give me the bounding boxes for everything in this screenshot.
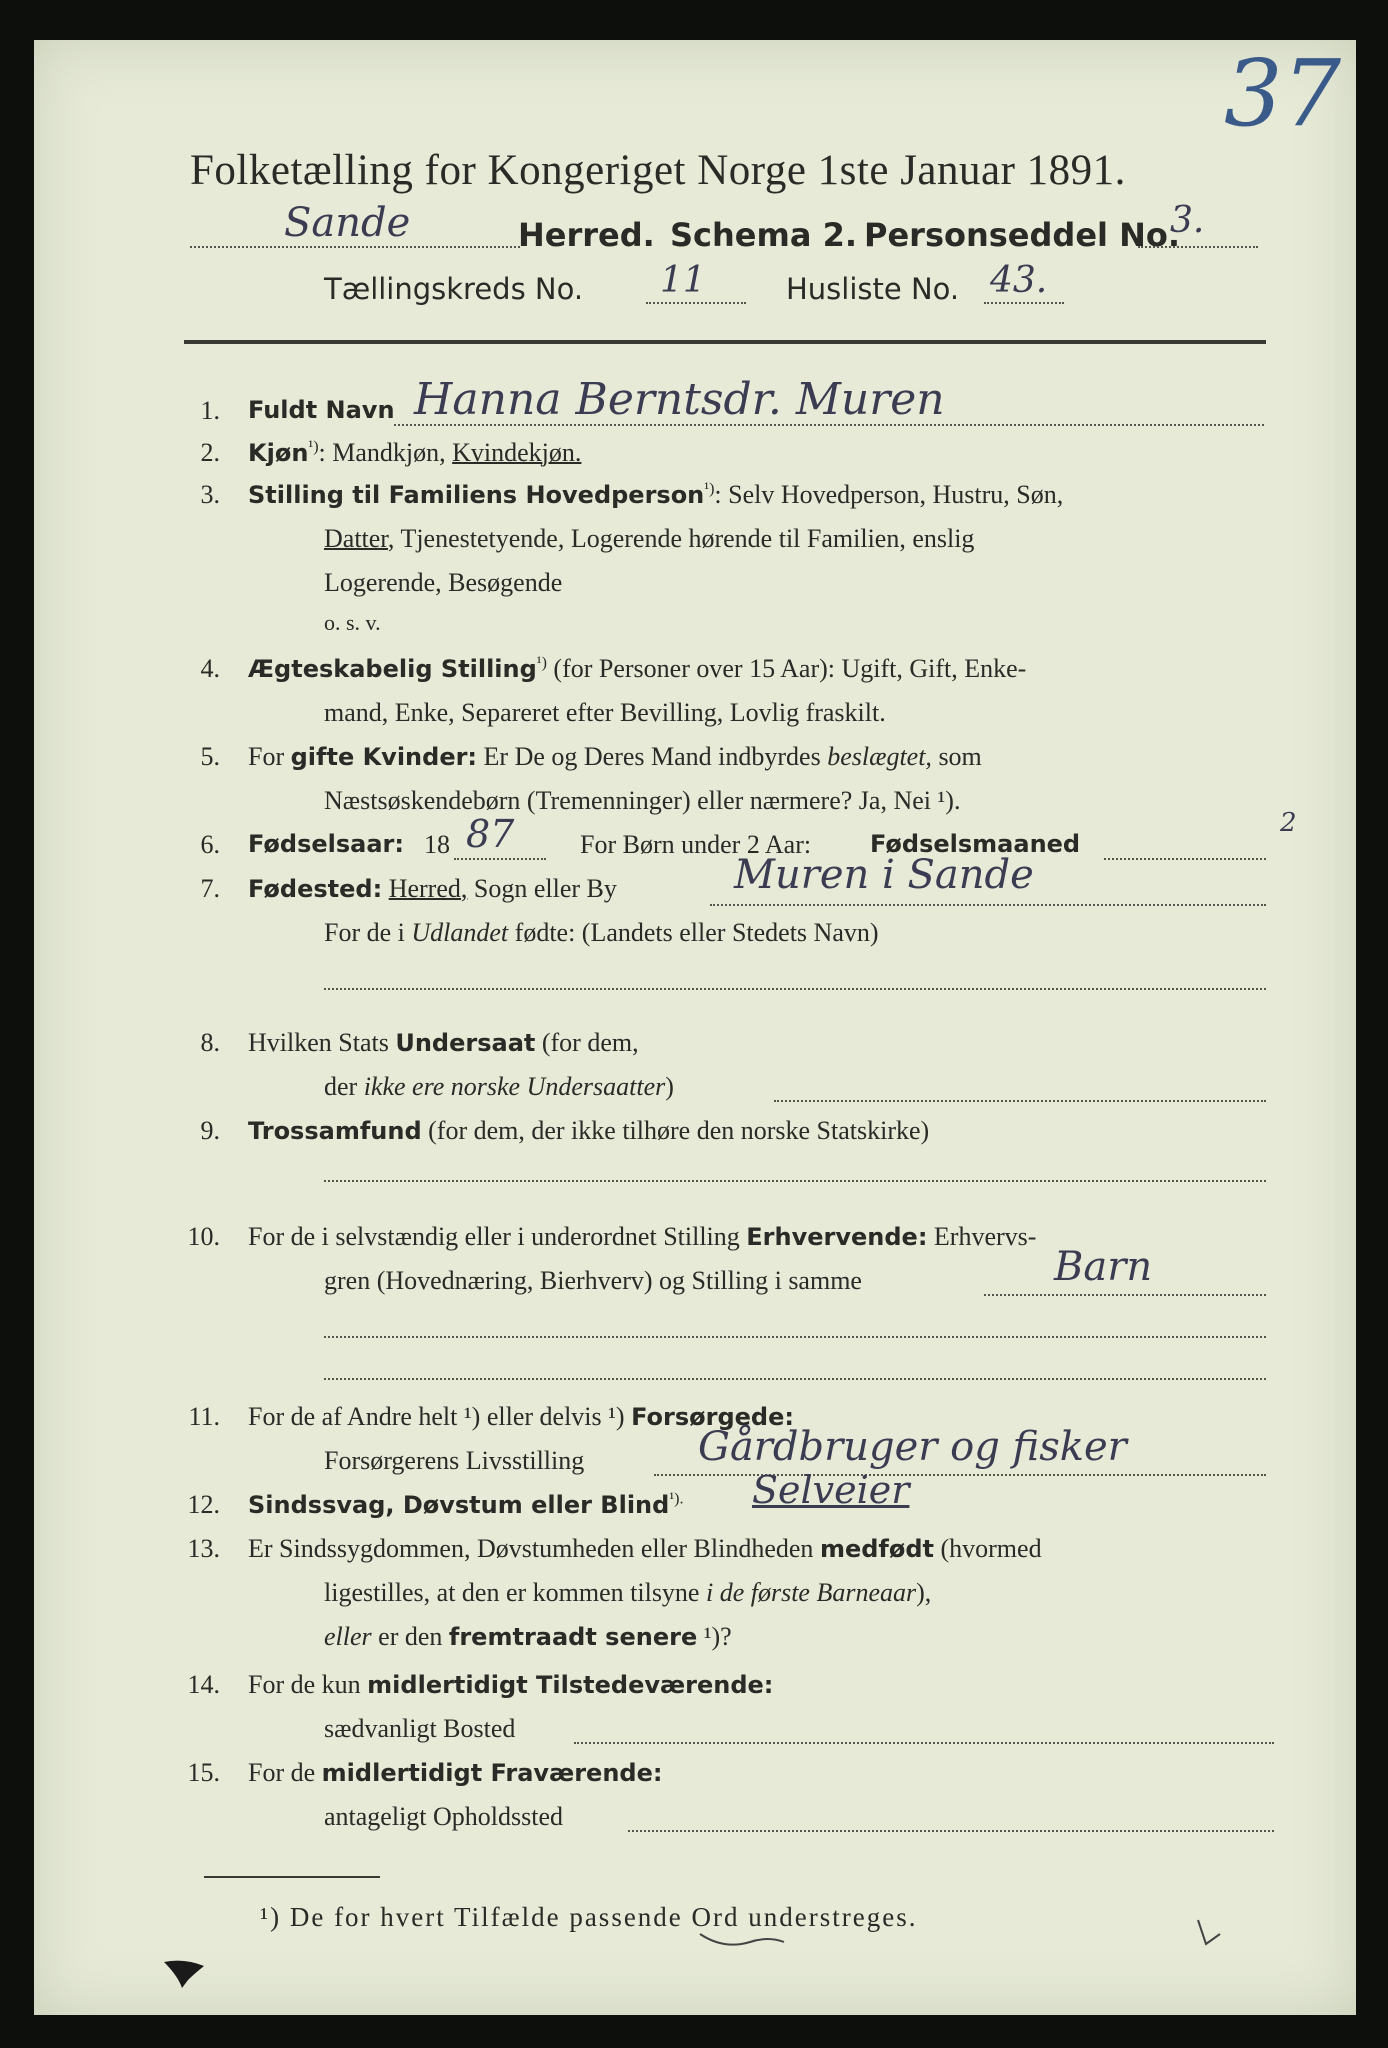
field-7-text-3: fødte: (Landets eller Stedets Navn) [508,918,879,947]
field-7-dots [710,904,1266,906]
field-13-text-2: (hvormed [933,1534,1042,1563]
field-9-dots [324,1180,1266,1182]
field-8-italic: ikke ere norske Undersaatter [363,1072,666,1101]
field-5-text: Er De og Deres Mand indbyrdes [477,742,828,771]
field-13-number: 13. [187,1534,220,1563]
field-15-label: midlertidigt Fraværende: [321,1759,663,1787]
field-4-line-2: mand, Enke, Separeret efter Bevilling, Lovlig fraskilt. [324,698,886,727]
field-13-line-2 [324,1578,931,1608]
field-8-text-3: der [324,1072,364,1101]
field-3-selected-option: Datter, [324,524,395,553]
ink-blot-icon [154,1940,234,2000]
footnote-marker: ¹) [308,438,319,456]
field-7-label: Fødested: [248,875,383,903]
field-10-blank-dots-1 [324,1336,1266,1338]
field-12-line [248,1490,683,1520]
field-8-text-4: ) [665,1072,674,1101]
field-3-text: : Selv Hovedperson, Hustru, Søn, [714,480,1064,509]
field-12-label: Sindssvag, Døvstum eller Blind [248,1491,670,1519]
footnote: ¹) De for hvert Tilfælde passende Ord understreges. [260,1902,918,1932]
header-rule [184,340,1266,344]
field-2-text: : Mandkjøn, [318,438,446,467]
field-6-number: 6. [200,830,220,859]
field-11-text: For de af Andre helt ¹) eller delvis ¹) [248,1402,632,1431]
kreds-dots [646,302,746,304]
field-8-label: Undersaat [395,1029,536,1057]
field-5-number: 5. [200,742,220,771]
kreds-label: Tællingskreds No. [324,272,584,306]
field-8-dots [774,1100,1266,1102]
field-14-number: 14. [187,1670,220,1699]
field-7-blank-dots [324,988,1266,990]
field-3-line-4: o. s. v. [324,610,381,635]
field-14-prefix: For de kun [248,1670,368,1699]
field-4-label: Ægteskabelig Stilling [248,655,537,683]
field-7-number: 7. [200,874,220,903]
field-7-text: Sogn eller By [467,874,617,903]
field-6-month-dots [1104,858,1266,860]
field-10-value: Barn [1054,1244,1153,1290]
field-11-dots [654,1474,1266,1476]
field-13-italic: i de første Barneaar [705,1578,917,1607]
field-15-line-2: antageligt Opholdssted [324,1802,564,1831]
personseddel-label: Personseddel No. [864,216,1181,254]
herred-value: Sande [284,200,411,246]
field-3-line-3: Logerende, Besøgende [324,568,563,597]
field-7-italic: Udlandet [411,918,509,947]
field-1-number: 1. [200,396,220,425]
field-15-line-1 [248,1758,662,1788]
field-3-line-2 [324,524,974,554]
field-6-label: Fødselsaar: [248,830,404,858]
ink-scribble-icon [694,1920,814,1960]
field-13-line-1 [248,1534,1042,1564]
field-3-line-1 [248,480,1063,510]
field-1-value: Hanna Berntsdr. Muren [414,374,945,425]
field-13-text-3: ligestilles, at den er kommen tilsyne [324,1578,706,1607]
field-3-label: Stilling til Familiens Hovedperson [248,481,705,509]
field-7-value: Muren i Sande [734,852,1034,898]
field-14-label: midlertidigt Tilstedeværende: [367,1671,774,1699]
page-number: 37 [1224,40,1342,147]
field-5-italic: beslægtet, [827,742,932,771]
field-5-prefix: For [248,742,285,771]
field-9-text: (for dem, der ikke tilhøre den norske Statskirke) [421,1116,930,1145]
footnote-marker: ¹) [704,480,715,498]
field-6-label-2: Fødselsmaaned [870,830,1081,858]
field-1-label: Fuldt Navn [248,396,395,424]
form-title: Folketælling for Kongeriget Norge 1ste Januar 1891. [190,147,1126,194]
schema-label: Schema 2. [670,216,857,254]
field-11-label: Forsørgede: [631,1403,794,1431]
footnote-rule [204,1876,380,1878]
field-13-label: medfødt [819,1535,934,1563]
field-8-text: Hvilken Stats [248,1028,396,1057]
field-9-label: Trossamfund [248,1117,422,1145]
field-10-text: For de i selvstændig eller i underordnet Stilling [248,1222,747,1251]
field-2-label: Kjøn [248,439,309,467]
footnote-marker: ¹) [536,654,547,672]
field-7-line-1 [248,874,617,904]
field-8-text-2: (for dem, [535,1028,639,1057]
field-13-italic-2: eller [324,1622,372,1651]
field-3-text-2: Tjenestetyende, Logerende hørende til Familien, enslig [394,524,975,553]
field-13-label-2: fremtraadt senere [448,1623,698,1651]
husliste-dots [984,302,1064,304]
field-9-number: 9. [200,1116,220,1145]
field-12-number: 12. [187,1490,220,1519]
field-10-label: Erhvervende: [746,1223,928,1251]
field-14-dots [574,1742,1274,1744]
field-15-dots [628,1830,1274,1832]
field-13-text-6: ¹)? [697,1622,732,1651]
field-2-line [248,438,581,468]
field-5-label: gifte Kvinder: [290,743,478,771]
field-6-mark: 2 [1280,808,1297,838]
field-7-text-2: For de i [324,918,412,947]
field-5-end: som [931,742,982,771]
kreds-value: 11 [660,260,706,301]
field-10-line-2: gren (Hovednæring, Bierhverv) og Stilling i samme [324,1266,862,1295]
field-4-line-1 [248,654,1026,684]
ink-mark-icon [1184,1910,1244,1970]
field-8-number: 8. [200,1028,220,1057]
field-9-line [248,1116,929,1146]
footnote-marker: ¹). [669,1490,684,1508]
field-8-line-2 [324,1072,674,1102]
field-6-year-dots [454,858,546,860]
field-13-text: Er Sindssygdommen, Døvstumheden eller Blindheden [248,1534,820,1563]
husliste-value: 43. [990,260,1048,301]
husliste-label: Husliste No. [786,272,960,306]
personseddel-value: 3. [1170,200,1205,241]
field-3-number: 3. [200,480,220,509]
field-2-selected-option: Kvindekjøn. [452,438,582,467]
field-4-text: (for Personer over 15 Aar): Ugift, Gift, Enke- [546,654,1027,683]
census-form-sheet [34,40,1356,2015]
field-10-dots [984,1294,1266,1296]
field-7-selected-option: Herred, [388,874,468,903]
field-4-number: 4. [200,654,220,683]
field-13-text-5: er den [371,1622,449,1651]
field-11-value: Gårdbruger og fisker [698,1424,1127,1470]
field-11-number: 11. [188,1402,220,1431]
field-6-prefix: 18 [424,830,450,859]
field-10-blank-dots-2 [324,1378,1266,1380]
field-6-mid: For Børn under 2 Aar: [580,830,812,859]
field-11-line-2: Forsørgerens Livsstilling [324,1446,585,1475]
field-10-text-2: Erhvervs- [927,1222,1037,1251]
field-12-value: Selveier [752,1468,910,1512]
field-2-number: 2. [200,438,220,467]
field-14-line-2: sædvanligt Bosted [324,1714,516,1743]
field-6-value: 87 [466,812,515,856]
field-7-line-2 [324,918,879,948]
field-14-line-1 [248,1670,773,1700]
field-10-number: 10. [187,1222,220,1251]
field-15-prefix: For de [248,1758,322,1787]
field-10-line-1 [248,1222,1036,1252]
herred-dots [190,246,520,248]
field-5-line-2: Næstsøskendebørn (Tremenninger) eller nærmere? Ja, Nei ¹). [324,786,961,815]
field-13-text-4: ), [916,1578,932,1607]
field-13-line-3 [324,1622,732,1652]
field-8-line-1 [248,1028,639,1058]
personseddel-dots [1138,246,1258,248]
field-5-line-1 [248,742,982,772]
herred-label: Herred. [518,216,655,254]
field-15-number: 15. [187,1758,220,1787]
